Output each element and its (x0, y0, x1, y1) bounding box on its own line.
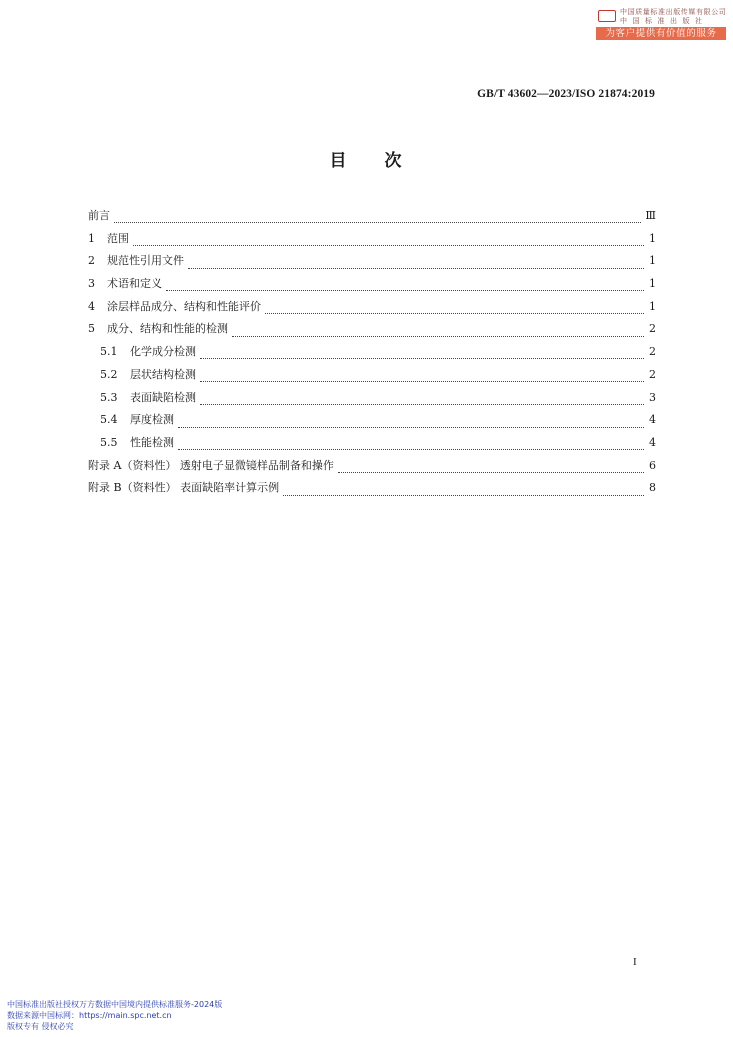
page-title (0, 150, 733, 172)
toc-entry-page: 4 (649, 413, 656, 427)
toc-entry-number: 5.3 (100, 390, 118, 404)
toc-entry-label: 涂层样品成分、结构和性能评价 (107, 299, 261, 313)
toc-entry-page: Ⅲ (645, 209, 656, 222)
toc-leader-dots (114, 221, 641, 223)
toc-entry-page: 2 (649, 345, 656, 359)
toc-entry-page: 1 (649, 299, 656, 313)
toc-entry-label: 前言 (88, 209, 110, 222)
toc-leader-dots (178, 448, 644, 450)
toc-entry-number: 1 (88, 231, 95, 245)
toc-entry-label: 规范性引用文件 (107, 254, 184, 268)
toc-entry-number: 5.4 (100, 413, 118, 427)
toc-entry[interactable] (88, 321, 656, 344)
toc-entry-label: 附录 B（资料性） 表面缺陷率计算示例 (88, 481, 280, 495)
toc-entry-number: 5 (88, 322, 95, 336)
toc-leader-dots (338, 471, 644, 473)
toc-subentry[interactable] (88, 367, 656, 390)
toc-entry[interactable] (88, 208, 656, 231)
toc-entry-page: 1 (649, 277, 656, 291)
toc-entry-label: 表面缺陷检测 (130, 390, 196, 404)
publisher-logo-icon (598, 10, 616, 22)
toc-leader-dots (178, 426, 644, 428)
toc-subentry[interactable] (88, 344, 656, 367)
page-title-char-1: 目 (329, 151, 349, 171)
page-number: I (633, 956, 637, 968)
toc-entry-number: 2 (88, 254, 95, 268)
toc-entry-number: 4 (88, 299, 95, 313)
toc-leader-dots (200, 380, 644, 382)
toc-leader-dots (200, 357, 644, 359)
toc-entry-label: 性能检测 (130, 435, 174, 449)
toc-leader-dots (188, 267, 644, 269)
toc-leader-dots (200, 403, 644, 405)
toc-entry[interactable] (88, 299, 656, 322)
toc-entry-label: 术语和定义 (107, 277, 162, 291)
toc-entry-page: 3 (649, 390, 656, 404)
footer-source-line: 数据来源中国标网：https://main.spc.net.cn (7, 1011, 172, 1020)
toc-entry-number: 5.1 (100, 345, 118, 359)
toc-entry-appendix[interactable] (88, 480, 656, 503)
toc-leader-dots (283, 494, 644, 496)
toc-entry-number: 5.2 (100, 367, 118, 381)
toc-entry-label: 成分、结构和性能的检测 (107, 322, 228, 336)
toc-entry-appendix[interactable] (88, 458, 656, 481)
toc-entry[interactable] (88, 253, 656, 276)
toc-entry-label: 化学成分检测 (130, 345, 196, 359)
standard-number: GB/T 43602—2023/ISO 21874:2019 (477, 88, 655, 100)
toc-leader-dots (265, 312, 644, 314)
publisher-slogan: 为客户提供有价值的服务 (596, 27, 726, 40)
toc-entry-number: 5.5 (100, 435, 118, 449)
toc-entry-number: 3 (88, 277, 95, 291)
toc-entry-label: 附录 A（资料性） 透射电子显微镜样品制备和操作 (88, 458, 334, 472)
footer-license-line: 中国标准出版社授权万方数据中国境内提供标准服务-2024版 (7, 1000, 223, 1009)
toc-entry-page: 1 (649, 231, 656, 245)
footer-rights-line: 版权专有 侵权必究 (7, 1022, 74, 1031)
toc-subentry[interactable] (88, 390, 656, 413)
toc-entry-label: 层状结构检测 (130, 367, 196, 381)
toc-entry[interactable] (88, 276, 656, 299)
toc-subentry[interactable] (88, 435, 656, 458)
toc-entry[interactable] (88, 231, 656, 254)
toc-entry-page: 4 (649, 435, 656, 449)
toc-entry-label: 厚度检测 (130, 413, 174, 427)
toc-entry-page: 1 (649, 254, 656, 268)
toc-leader-dots (232, 335, 644, 337)
toc-leader-dots (166, 289, 644, 291)
publisher-subname: 中国标准出版社 (620, 17, 708, 25)
toc-entry-page: 2 (649, 367, 656, 381)
table-of-contents (88, 208, 656, 503)
publisher-name: 中国质量标准出版传媒有限公司 (620, 8, 727, 16)
copyright-footer (7, 999, 327, 1032)
toc-entry-page: 8 (649, 481, 656, 495)
toc-entry-page: 2 (649, 322, 656, 336)
toc-leader-dots (133, 244, 644, 246)
page-title-char-2: 次 (384, 151, 404, 171)
publisher-logo (596, 6, 728, 40)
toc-entry-page: 6 (649, 458, 656, 472)
toc-subentry[interactable] (88, 412, 656, 435)
toc-entry-label: 范围 (107, 231, 129, 245)
